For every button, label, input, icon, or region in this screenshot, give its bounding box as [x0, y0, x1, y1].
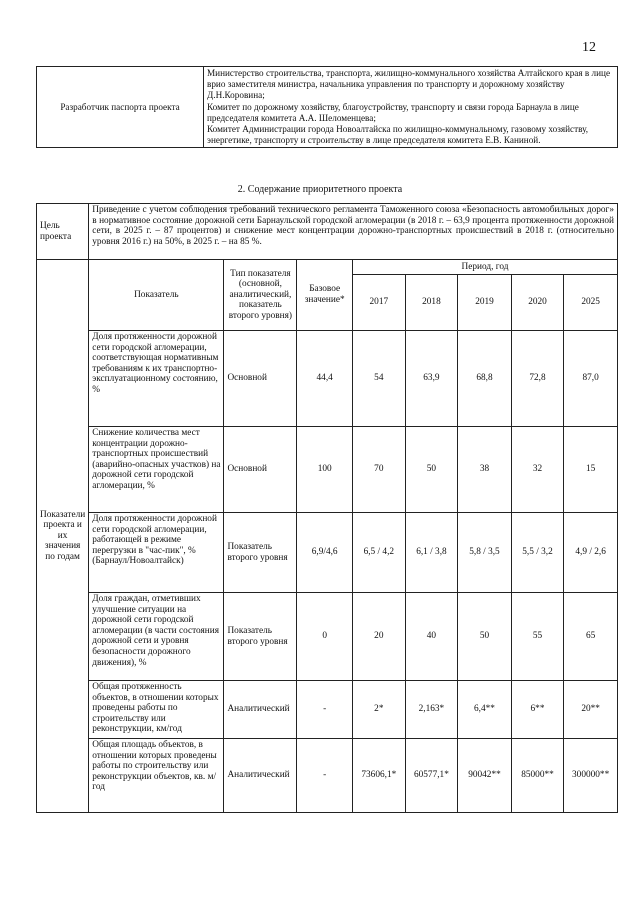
indicator-value: 60577,1*: [405, 739, 458, 813]
indicator-value: 32: [511, 427, 564, 513]
indicator-name: Доля граждан, отметивших улучшение ситуации на дорожной сети городской агломерации (в части состояния дорожной сети и уровня безопасности дорожного движения), %: [89, 593, 224, 681]
indicator-value: 6,4**: [458, 681, 512, 739]
indicator-name: Снижение количества мест концентрации дорожно-транспортных происшествий (аварийно-опасных участков) на дорожной сети городской агломерации, %: [89, 427, 224, 513]
section-title: 2. Содержание приоритетного проекта: [237, 184, 403, 195]
indicator-value: 50: [405, 427, 458, 513]
header-period: Период, год: [353, 260, 618, 275]
indicator-value: 6,5 / 4,2: [353, 513, 406, 593]
indicator-name: Доля протяженности дорожной сети городской агломерации, соответствующая нормативным требованиям к их транспортно-эксплуатационному состоянию, %: [89, 331, 224, 427]
indicator-value: 50: [458, 593, 512, 681]
table-row: [37, 331, 618, 427]
indicator-name: Доля протяженности дорожной сети городской агломерации, работающей в режиме перегрузки в "час-пик", % (Барнаул/Новоалтайск): [89, 513, 224, 593]
indicator-base: -: [297, 739, 353, 813]
table-row: [37, 427, 618, 513]
indicator-name: Общая протяженность объектов, в отношении которых проведены работы по строительству или реконструкции, км/год: [89, 681, 224, 739]
developer-label: Разработчик паспорта проекта: [37, 67, 204, 148]
indicator-value: 5,8 / 3,5: [458, 513, 512, 593]
header-year: 2017: [353, 275, 406, 331]
indicator-base: -: [297, 681, 353, 739]
indicator-value: 63,9: [405, 331, 458, 427]
indicator-value: 2,163*: [405, 681, 458, 739]
header-indicator: Показатель: [89, 260, 224, 331]
developer-line: Министерство строительства, транспорта, жилищно-коммунального хозяйства Алтайского края в лице врио заместителя министра, начальника управления по транспорту и дорожному хозяйству Д.Н.Коровина;: [207, 68, 611, 101]
indicator-value: 72,8: [511, 331, 564, 427]
indicator-value: 40: [405, 593, 458, 681]
indicator-value: 20: [353, 593, 406, 681]
indicator-value: 15: [564, 427, 618, 513]
indicator-value: 2*: [353, 681, 406, 739]
developer-line: Комитет Администрации города Новоалтайска по жилищно-коммунальному, газовому хозяйству, энергетике, транспорту и строительству в лице председателя комитета Е.В. Каниной.: [207, 124, 589, 146]
indicator-type: Основной: [224, 427, 297, 513]
indicator-base: 6,9/4,6: [297, 513, 353, 593]
header-type: Тип показателя (основной, аналитический, показатель второго уровня): [224, 260, 297, 331]
indicator-value: 20**: [564, 681, 618, 739]
goal-label: Цель проекта: [37, 204, 89, 260]
indicator-value: 55: [511, 593, 564, 681]
indicator-value: 68,8: [458, 331, 512, 427]
indicator-value: 70: [353, 427, 406, 513]
indicator-base: 0: [297, 593, 353, 681]
indicator-type: Аналитический: [224, 739, 297, 813]
indicator-type: Основной: [224, 331, 297, 427]
header-year: 2020: [511, 275, 564, 331]
indicator-value: 73606,1*: [353, 739, 406, 813]
indicator-value: 300000**: [564, 739, 618, 813]
passport-developer-table: [36, 66, 618, 148]
indicator-value: 65: [564, 593, 618, 681]
table-row: [37, 739, 618, 813]
header-year: 2019: [458, 275, 512, 331]
developer-line: Комитет по дорожному хозяйству, благоустройству, транспорту и связи города Барнаула в лице председателя комитета А.А. Шеломенцева;: [207, 101, 579, 123]
header-year: 2018: [405, 275, 458, 331]
indicator-base: 100: [297, 427, 353, 513]
indicator-value: 4,9 / 2,6: [564, 513, 618, 593]
table-row: [37, 513, 618, 593]
indicator-type: Аналитический: [224, 681, 297, 739]
indicator-value: 5,5 / 3,2: [511, 513, 564, 593]
indicator-value: 6**: [511, 681, 564, 739]
header-year: 2025: [564, 275, 618, 331]
indicator-name: Общая площадь объектов, в отношении которых проведены работы по строительству или реконструкции объектов, кв. м/год: [89, 739, 224, 813]
page-number: 12: [582, 40, 596, 55]
header-base: Базовое значение*: [297, 260, 353, 331]
indicators-label: Показатели проекта и их значения по годам: [37, 260, 89, 813]
indicator-value: 38: [458, 427, 512, 513]
table-row: [37, 681, 618, 739]
goal-text: Приведение с учетом соблюдения требований технического регламента Таможенного союза «Безопасность автомобильных дорог» в нормативное состояние дорожной сети Барнаульской городской агломерации (в 2018 г. – 63,9 процента протяженности дорожной сети, в 2025 г. – 87 процентов) и снижение мест концентрации дорожно-транспортных происшествий в 2018 г. (относительно уровня 2016 г.) на 50%, в 2025 г. – на 85 %.: [89, 204, 618, 260]
indicator-value: 90042**: [458, 739, 512, 813]
project-content-table: [36, 203, 618, 813]
indicator-type: Показатель второго уровня: [224, 593, 297, 681]
indicator-type: Показатель второго уровня: [224, 513, 297, 593]
indicator-value: 54: [353, 331, 406, 427]
indicator-base: 44,4: [297, 331, 353, 427]
developer-text: [204, 67, 618, 148]
table-row: [37, 593, 618, 681]
indicator-value: 87,0: [564, 331, 618, 427]
indicator-value: 6,1 / 3,8: [405, 513, 458, 593]
indicator-value: 85000**: [511, 739, 564, 813]
